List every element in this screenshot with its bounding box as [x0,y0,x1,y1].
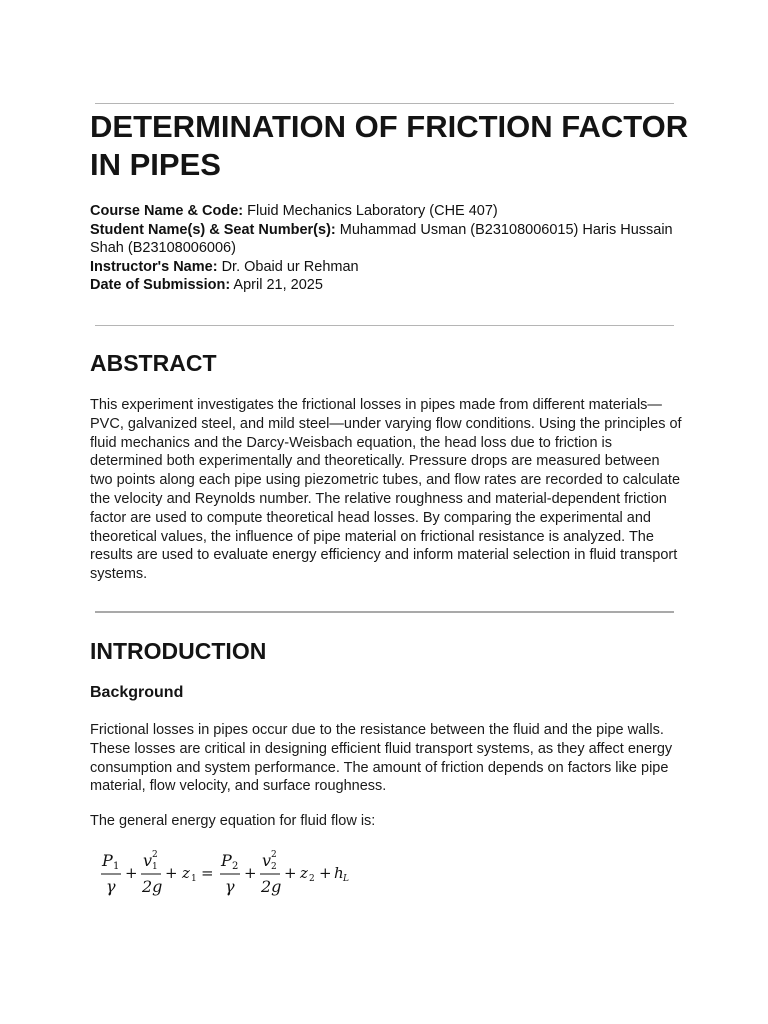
eq-plus-3: + [244,864,257,882]
eq-2g-2: 2g [261,877,282,896]
eq-z2-sub: 2 [309,874,315,884]
eq-z1-sub: 1 [191,874,197,884]
eq-v1-sub: 1 [152,862,158,872]
abstract-heading: ABSTRACT [90,350,217,376]
meta-students-value: Muhammad Usman (B23108006015) Haris Hussain Shah (B23108006006) [90,221,673,256]
eq-z2: z [300,864,308,882]
eq-v2-sub: 2 [271,862,277,872]
divider-before-introduction [95,611,674,613]
meta-course-label: Course Name & Code: [90,203,244,219]
eq-plus-4: + [284,864,297,882]
meta-date-row [90,276,690,295]
energy-equation-intro: The general energy equation for fluid flow is: [90,813,376,829]
eq-hl: h [334,864,344,882]
eq-plus-1: + [125,864,138,882]
eq-plus-5: + [319,864,332,882]
eq-z1: z [182,864,190,882]
eq-p1: P [102,851,113,870]
document-meta [90,202,690,295]
meta-students-label: Student Name(s) & Seat Number(s): [90,221,336,238]
meta-instructor-label: Instructor's Name: [90,258,218,275]
background-heading: Background [90,684,184,701]
meta-date-label: Date of Submission: [90,277,231,293]
eq-gamma-2: γ [225,877,235,896]
divider-before-abstract [95,325,674,326]
eq-p2-sub: 2 [232,861,239,872]
meta-date-value: April 21, 2025 [233,277,323,293]
eq-gamma-1: γ [106,877,116,896]
document-title: DETERMINATION OF FRICTION FACTOR IN PIPES [90,109,689,182]
eq-hl-sub: L [343,874,349,884]
meta-course-row [90,202,690,221]
introduction-heading: INTRODUCTION [90,638,267,664]
meta-course-value: Fluid Mechanics Laboratory (CHE 407) [247,203,498,219]
eq-v1-sq: 2 [152,850,158,860]
eq-plus-2: + [165,864,178,882]
eq-v2: v [262,851,272,870]
meta-instructor-row [90,258,690,277]
eq-v1: v [143,851,153,870]
eq-2g-1: 2g [142,877,163,896]
background-text: Frictional losses in pipes occur due to the resistance between the fluid and the pipe walls. These losses are critical in designing efficient fluid transport systems, as they affect energy consumption and system performance. The amount of friction depends on factors like pipe material, flow velocity, and surface roughness. [90,722,673,795]
meta-instructor-value: Dr. Obaid ur Rehman [221,258,359,275]
top-divider [95,103,674,104]
energy-equation [100,848,400,900]
abstract-text: This experiment investigates the frictional losses in pipes made from different materials—PVC, galvanized steel, and mild steel—under varying flow conditions. Using the principles of fluid mechanics and the Darcy-Weisbach equation, the head loss due to friction is determined both experimentally and theoretically. Pressure drops are measured between two points along each pipe using piezometric tubes, and flow rates are recorded to calculate the velocity and Reynolds number. The relative roughness and material-dependent friction factor are used to compute theoretical head losses. By comparing the experimental and theoretical values, the influence of pipe material on frictional resistance is analyzed. The results are used to evaluate energy efficiency and inform material selection in fluid transport systems. [90,397,682,583]
eq-p1-sub: 1 [113,861,120,872]
eq-p2: P [221,851,232,870]
meta-students-row [90,221,690,258]
eq-equals: = [201,864,214,882]
eq-v2-sq: 2 [271,850,277,860]
